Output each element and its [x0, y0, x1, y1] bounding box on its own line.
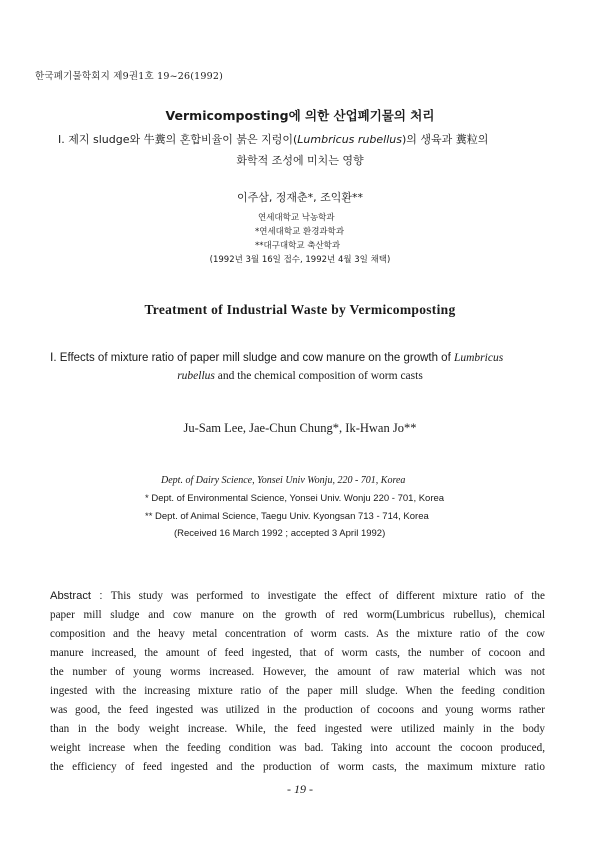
- abstract-line: was good, the feed ingested was utilized in the production of cocoons and young worms rather: [50, 704, 545, 716]
- abstract-line: paper mill sludge and cow manure on the growth of red worm(Lumbricus rubellus), chemical: [50, 609, 545, 621]
- abstract-line: Abstract : This study was performed to investigate the effect of different mixture ratio of the: [50, 590, 545, 602]
- english-title: Treatment of Industrial Waste by Vermicomposting: [144, 302, 456, 317]
- abstract-line: the efficiency of feed ingested and the production of worm casts, the maximum mixture ratio: [50, 761, 545, 773]
- journal-citation: 한국폐기물학회지 제9권1호 19~26(1992): [35, 71, 224, 82]
- english-subtitle-line2: rubellus and the chemical composition of worm casts: [177, 370, 423, 382]
- korean-affiliation: *연세대학교 환경과학과: [255, 227, 345, 237]
- korean-received-date: (1992년 3월 16일 접수, 1992년 4월 3일 채택): [209, 255, 391, 265]
- abstract-line: manure increased, the amount of feed ingested, that of worm casts, the number of cocoon and: [50, 647, 545, 659]
- english-authors: Ju-Sam Lee, Jae-Chun Chung*, Ik-Hwan Jo**: [183, 421, 417, 435]
- abstract-line: weight increase when the feeding condition was bad. Taking into account the cocoon produced,: [50, 742, 545, 754]
- english-affiliation: * Dept. of Environmental Science, Yonsei Univ. Wonju 220 - 701, Korea: [145, 493, 445, 504]
- english-received-date: (Received 16 March 1992 ; accepted 3 April 1992): [174, 528, 386, 539]
- abstract-line: composition and the heavy metal concentration of worm casts. As the mixture ratio of the cow: [50, 628, 545, 640]
- page-number: - 19 -: [287, 782, 313, 796]
- korean-subtitle-line2: 화학적 조성에 미치는 영향: [236, 154, 364, 167]
- korean-title: Vermicomposting에 의한 산업폐기물의 처리: [165, 108, 435, 123]
- korean-affiliation: 연세대학교 낙농학과: [258, 213, 335, 223]
- abstract-line: ingested with the increasing mixture ratio of the paper mill sludge. When the feeding condition: [50, 685, 545, 697]
- korean-subtitle-line1: Ⅰ. 제지 sludge와 牛糞의 혼합비율이 붉은 지렁이(Lumbricus rubellus)의 생육과 糞粒의: [58, 133, 489, 146]
- abstract: [50, 587, 545, 777]
- korean-affiliation: **대구대학교 축산학과: [255, 241, 341, 251]
- abstract-label: Abstract :: [50, 590, 111, 602]
- abstract-line: than in the body weight increase. While, the feed ingested were utilized mainly in the body: [50, 723, 545, 735]
- english-subtitle-line1: Ⅰ. Effects of mixture ratio of paper mill sludge and cow manure on the growth of Lumbricus: [50, 352, 504, 364]
- abstract-line: the number of young worms increased. However, the amount of raw material which was not: [50, 666, 545, 678]
- korean-authors: 이주삼, 정재춘*, 조익환**: [236, 191, 364, 204]
- english-affiliation: Dept. of Dairy Science, Yonsei Univ Wonju, 220 - 701, Korea: [161, 475, 406, 486]
- english-affiliation: ** Dept. of Animal Science, Taegu Univ. Kyongsan 713 - 714, Korea: [145, 511, 429, 522]
